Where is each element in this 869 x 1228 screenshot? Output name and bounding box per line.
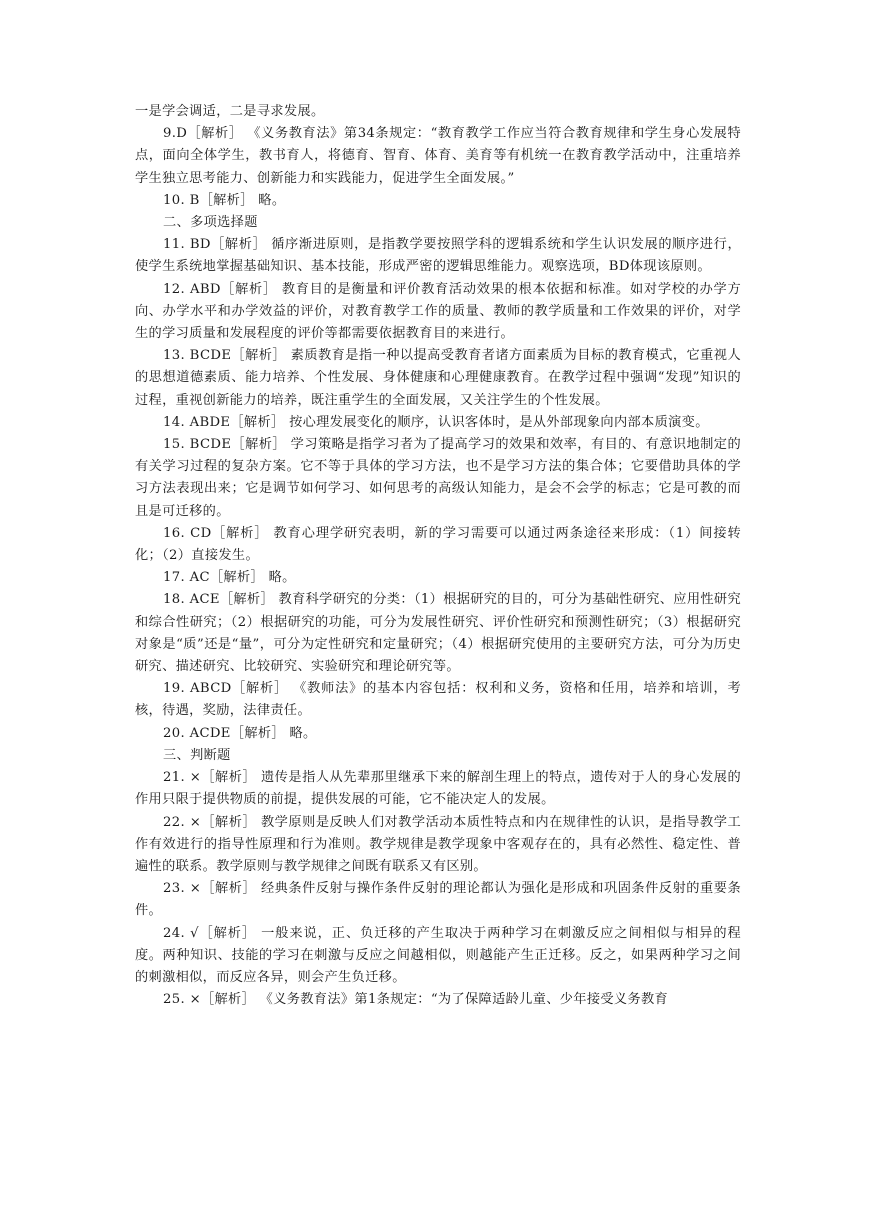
answer-22: 22. ×［解析］ 教学原则是反映人们对教学活动本质性特点和内在规律性的认识，是指导教学工作有效进行的指导性原理和行为准则。教学规律是教学现象中客观存在的，具有必然性、稳定性、普遍性的联系。教学原则与教学规律之间既有联系又有区别。 xyxy=(135,814,741,874)
section-heading-multiple-choice: 二、多项选择题 xyxy=(163,215,258,231)
answer-19: 19. ABCD［解析］ 《教师法》的基本内容包括：权利和义务，资格和任用，培养和培训，考核，待遇，奖励，法律责任。 xyxy=(135,681,741,719)
answer-16: 16. CD［解析］ 教育心理学研究表明，新的学习需要可以通过两条途径来形成：（1）间接转化；（2）直接发生。 xyxy=(135,525,741,564)
answer-25: 25. ×［解析］ 《义务教育法》第1条规定：“为了保障适龄儿童、少年接受义务教育 xyxy=(163,992,669,1008)
answer-18: 18. ACE［解析］ 教育科学研究的分类：（1）根据研究的目的，可分为基础性研究、应用性研究和综合性研究；（2）根据研究的功能，可分为发展性研究、评价性研究和预测性研究；（3）根据研究对象是“质”还是“量”，可分为定性研究和定量研究；（4）根据研究使用的主要研究方法，可分为历史研究、描述研究、比较研究、实验研究和理论研究等。 xyxy=(135,592,741,675)
answer-23: 23. ×［解析］ 经典条件反射与操作条件反射的理论都认为强化是形成和巩固条件反射的重要条件。 xyxy=(135,881,741,919)
answer-13: 13. BCDE［解析］ 素质教育是指一种以提高受教育者诸方面素质为目标的教育模式，它重视人的思想道德素质、能力培养、个性发展、身体健康和心理健康教育。在教学过程中强调“发现”知识的过程，重视创新能力的培养，既注重学生的全面发展，又关注学生的个性发展。 xyxy=(135,348,741,408)
section-heading-true-false: 三、判断题 xyxy=(163,747,231,763)
answer-20: 20. ACDE［解析］ 略。 xyxy=(163,725,317,741)
paragraph-continuation: 一是学会调适，二是寻求发展。 xyxy=(135,104,325,119)
answer-14: 14. ABDE［解析］ 按心理发展变化的顺序，认识客体时，是从外部现象向内部本质演变。 xyxy=(163,414,709,430)
answer-12: 12. ABD［解析］ 教育目的是衡量和评价教育活动效果的根本依据和标准。如对学校的办学方向、办学水平和办学效益的评价，对教育教学工作的质量、教师的教学质量和工作效果的评价，对学生的学习质量和发展程度的评价等都需要依据教育目的来进行。 xyxy=(135,281,741,342)
answer-15: 15. BCDE［解析］ 学习策略是指学习者为了提高学习的效果和效率，有目的、有意识地制定的有关学习过程的复杂方案。它不等于具体的学习方法，也不是学习方法的集合体；它要借助具体的学习方法表现出来；它是调节如何学习、如何思考的高级认知能力，是会不会学的标志；它是可教的而且是可迁移的。 xyxy=(135,437,741,519)
answer-9: 9.D［解析］ 《义务教育法》第34条规定：“教育教学工作应当符合教育规律和学生身心发展特点，面向全体学生，教书育人，将德育、智育、体育、美育等有机统一在教育教学活动中，注重培养学生独立思考能力、创新能力和实践能力，促进学生全面发展。” xyxy=(135,126,741,186)
answer-10: 10. B［解析］ 略。 xyxy=(163,192,286,208)
answer-21: 21. ×［解析］ 遗传是指人从先辈那里继承下来的解剖生理上的特点，遗传对于人的身心发展的作用只限于提供物质的前提，提供发展的可能，它不能决定人的发展。 xyxy=(135,770,741,808)
answer-24: 24. √［解析］ 一般来说，正、负迁移的产生取决于两种学习在刺激反应之间相似与相异的程度。两种知识、技能的学习在刺激与反应之间越相似，则越能产生正迁移。反之，如果两种学习之间的刺激相似，而反应各异，则会产生负迁移。 xyxy=(135,925,741,985)
answer-17: 17. AC［解析］ 略。 xyxy=(163,570,296,586)
document-page xyxy=(135,101,741,1011)
answer-11: 11. BD［解析］ 循序渐进原则，是指教学要按照学科的逻辑系统和学生认识发展的顺序进行，使学生系统地掌握基础知识、基本技能，形成严密的逻辑思维能力。观察选项，BD体现该原则。 xyxy=(135,237,741,275)
